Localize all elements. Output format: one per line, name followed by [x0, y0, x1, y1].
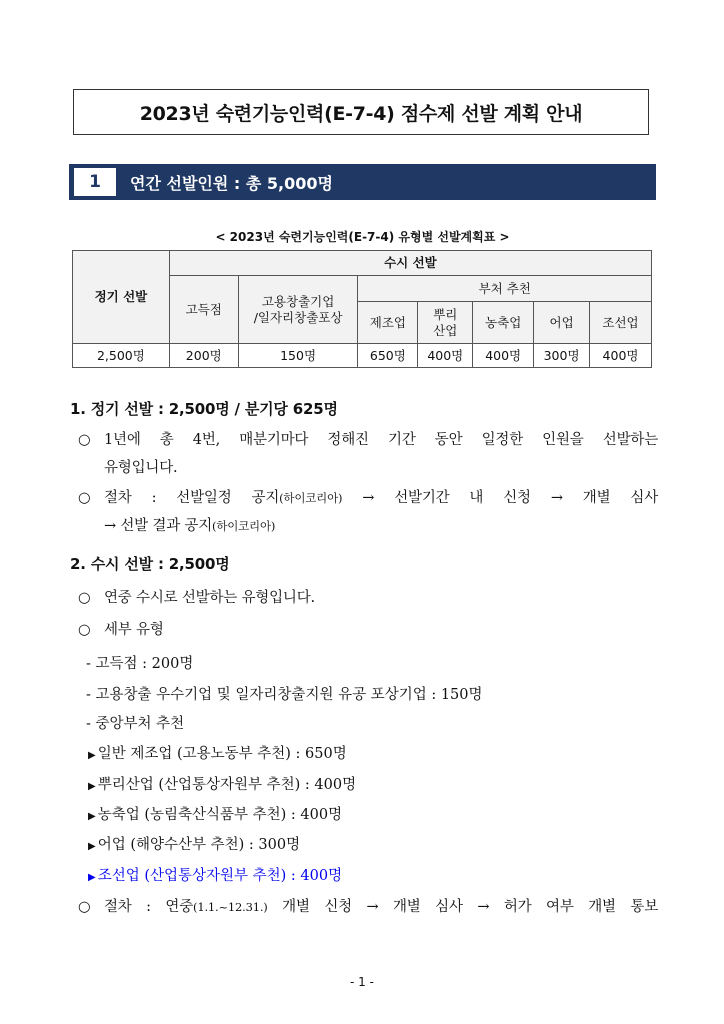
manufacturing-header: 제조업: [358, 302, 418, 344]
sub-item-text: 고용창출 우수기업 및 일자리창출지원 유공 포상기업 : 150명: [95, 687, 483, 703]
bullet: ○: [78, 622, 91, 638]
recommendation-text: 농축업 (농림축산식품부 추천) : 400명: [97, 807, 343, 823]
regular-item-1: [78, 426, 658, 482]
recommendation-shipbuilding: [88, 864, 342, 885]
sub-item-text: 고득점 : 200명: [95, 656, 194, 672]
regular-value: 2,500명: [73, 344, 170, 368]
table-caption: < 2023년 숙련기능인력(E-7-4) 유형별 선발계획표 >: [215, 230, 510, 244]
root-industry-header: [418, 302, 473, 344]
dash: -: [86, 656, 91, 672]
recommendation-manufacturing: [88, 742, 347, 763]
section-header-annual-quota: [69, 164, 656, 200]
bullet: ○: [78, 432, 91, 448]
recommendation-text: 어업 (해양수산부 추천) : 300명: [97, 837, 301, 853]
fishery-value: 300명: [534, 344, 590, 368]
recommendation-livestock: [88, 803, 342, 824]
occasional-procedure: [78, 893, 658, 921]
occasional-item-2: [78, 616, 658, 644]
sub-item-employment: [86, 683, 483, 704]
regular-selection-heading: 1. 정기 선발 : 2,500명 / 분기당 625명: [70, 400, 338, 418]
root-value: 400명: [418, 344, 473, 368]
occasional-item-1-text: 연중 수시로 선발하는 유형입니다.: [104, 590, 315, 606]
regular-item-1-line2: 유형입니다.: [104, 460, 178, 476]
shipbuilding-value: 400명: [590, 344, 652, 368]
employment-value: 150명: [238, 344, 358, 368]
manufacturing-value: 650명: [358, 344, 418, 368]
high-score-header: 고득점: [169, 276, 238, 344]
procedure-text: 절차 : 선발일정 공지: [104, 490, 280, 506]
bullet: ○: [78, 899, 91, 915]
sub-item-text: 중앙부처 추천: [95, 716, 185, 732]
procedure-text: → 선발기간 내 신청 → 개별 심사: [342, 490, 659, 506]
employment-award-header: [238, 276, 358, 344]
recommendation-text: 일반 제조업 (고용노동부 추천) : 650명: [97, 746, 347, 762]
dash: -: [86, 687, 91, 703]
section-number: 1: [74, 168, 116, 196]
fishery-header: 어업: [534, 302, 590, 344]
root-header-line2: 산업: [433, 322, 458, 338]
occasional-item-1: [78, 584, 658, 612]
procedure-text: → 선발 결과 공지: [104, 518, 213, 534]
shipbuilding-header: 조선업: [590, 302, 652, 344]
procedure-text: 개별 신청 → 개별 심사 → 허가 여부 개별 통보: [267, 899, 659, 915]
section-title: 연간 선발인원 : 총 5,000명: [130, 173, 333, 193]
period-note: (1.1.~12.31.): [193, 900, 268, 914]
regular-item-2-line1: [104, 484, 658, 512]
occasional-selection-header: 수시 선발: [169, 251, 651, 276]
recommendation-fishery: [88, 833, 300, 854]
triangle-icon: ▶: [88, 750, 96, 761]
triangle-icon: ▶: [88, 811, 96, 822]
hikorea-note: (하이코리아): [279, 491, 343, 505]
score-value: 200명: [169, 344, 238, 368]
regular-item-1-line1: 1년에 총 4번, 매분기마다 정해진 기간 동안 일정한 인원을 선발하는: [104, 432, 658, 448]
occasional-item-2-text: 세부 유형: [104, 622, 164, 638]
triangle-icon: ▶: [88, 781, 96, 792]
triangle-icon: ▶: [88, 872, 96, 883]
page-number: - 1 -: [350, 975, 374, 989]
regular-selection-header: 정기 선발: [73, 251, 170, 344]
occasional-procedure-text: [104, 893, 658, 921]
recommendation-text: 뿌리산업 (산업통상자원부 추천) : 400명: [97, 777, 357, 793]
ministry-recommendation-header: 부처 추천: [358, 276, 652, 302]
procedure-text: 절차 : 연중: [104, 899, 194, 915]
document-title: 2023년 숙련기능인력(E-7-4) 점수제 선발 계획 안내: [73, 89, 649, 135]
sub-item-ministry: [86, 712, 184, 733]
bullet: ○: [78, 590, 91, 606]
hikorea-note: (하이코리아): [212, 519, 276, 533]
livestock-value: 400명: [473, 344, 534, 368]
regular-item-2-line2: [104, 512, 658, 540]
root-header-line1: 뿌리: [433, 306, 458, 322]
recommendation-text: 조선업 (산업통상자원부 추천) : 400명: [97, 868, 343, 884]
employment-header-line2: /일자리창출포상: [253, 309, 343, 325]
livestock-header: 농축업: [473, 302, 534, 344]
employment-header-line1: 고용창출기업: [261, 293, 335, 309]
sub-item-high-score: [86, 652, 193, 673]
occasional-selection-heading: 2. 수시 선발 : 2,500명: [70, 555, 230, 573]
dash: -: [86, 716, 91, 732]
recommendation-root: [88, 773, 356, 794]
selection-plan-table: [72, 250, 652, 368]
bullet: ○: [78, 490, 91, 506]
triangle-icon: ▶: [88, 841, 96, 852]
regular-item-2: [78, 484, 658, 540]
